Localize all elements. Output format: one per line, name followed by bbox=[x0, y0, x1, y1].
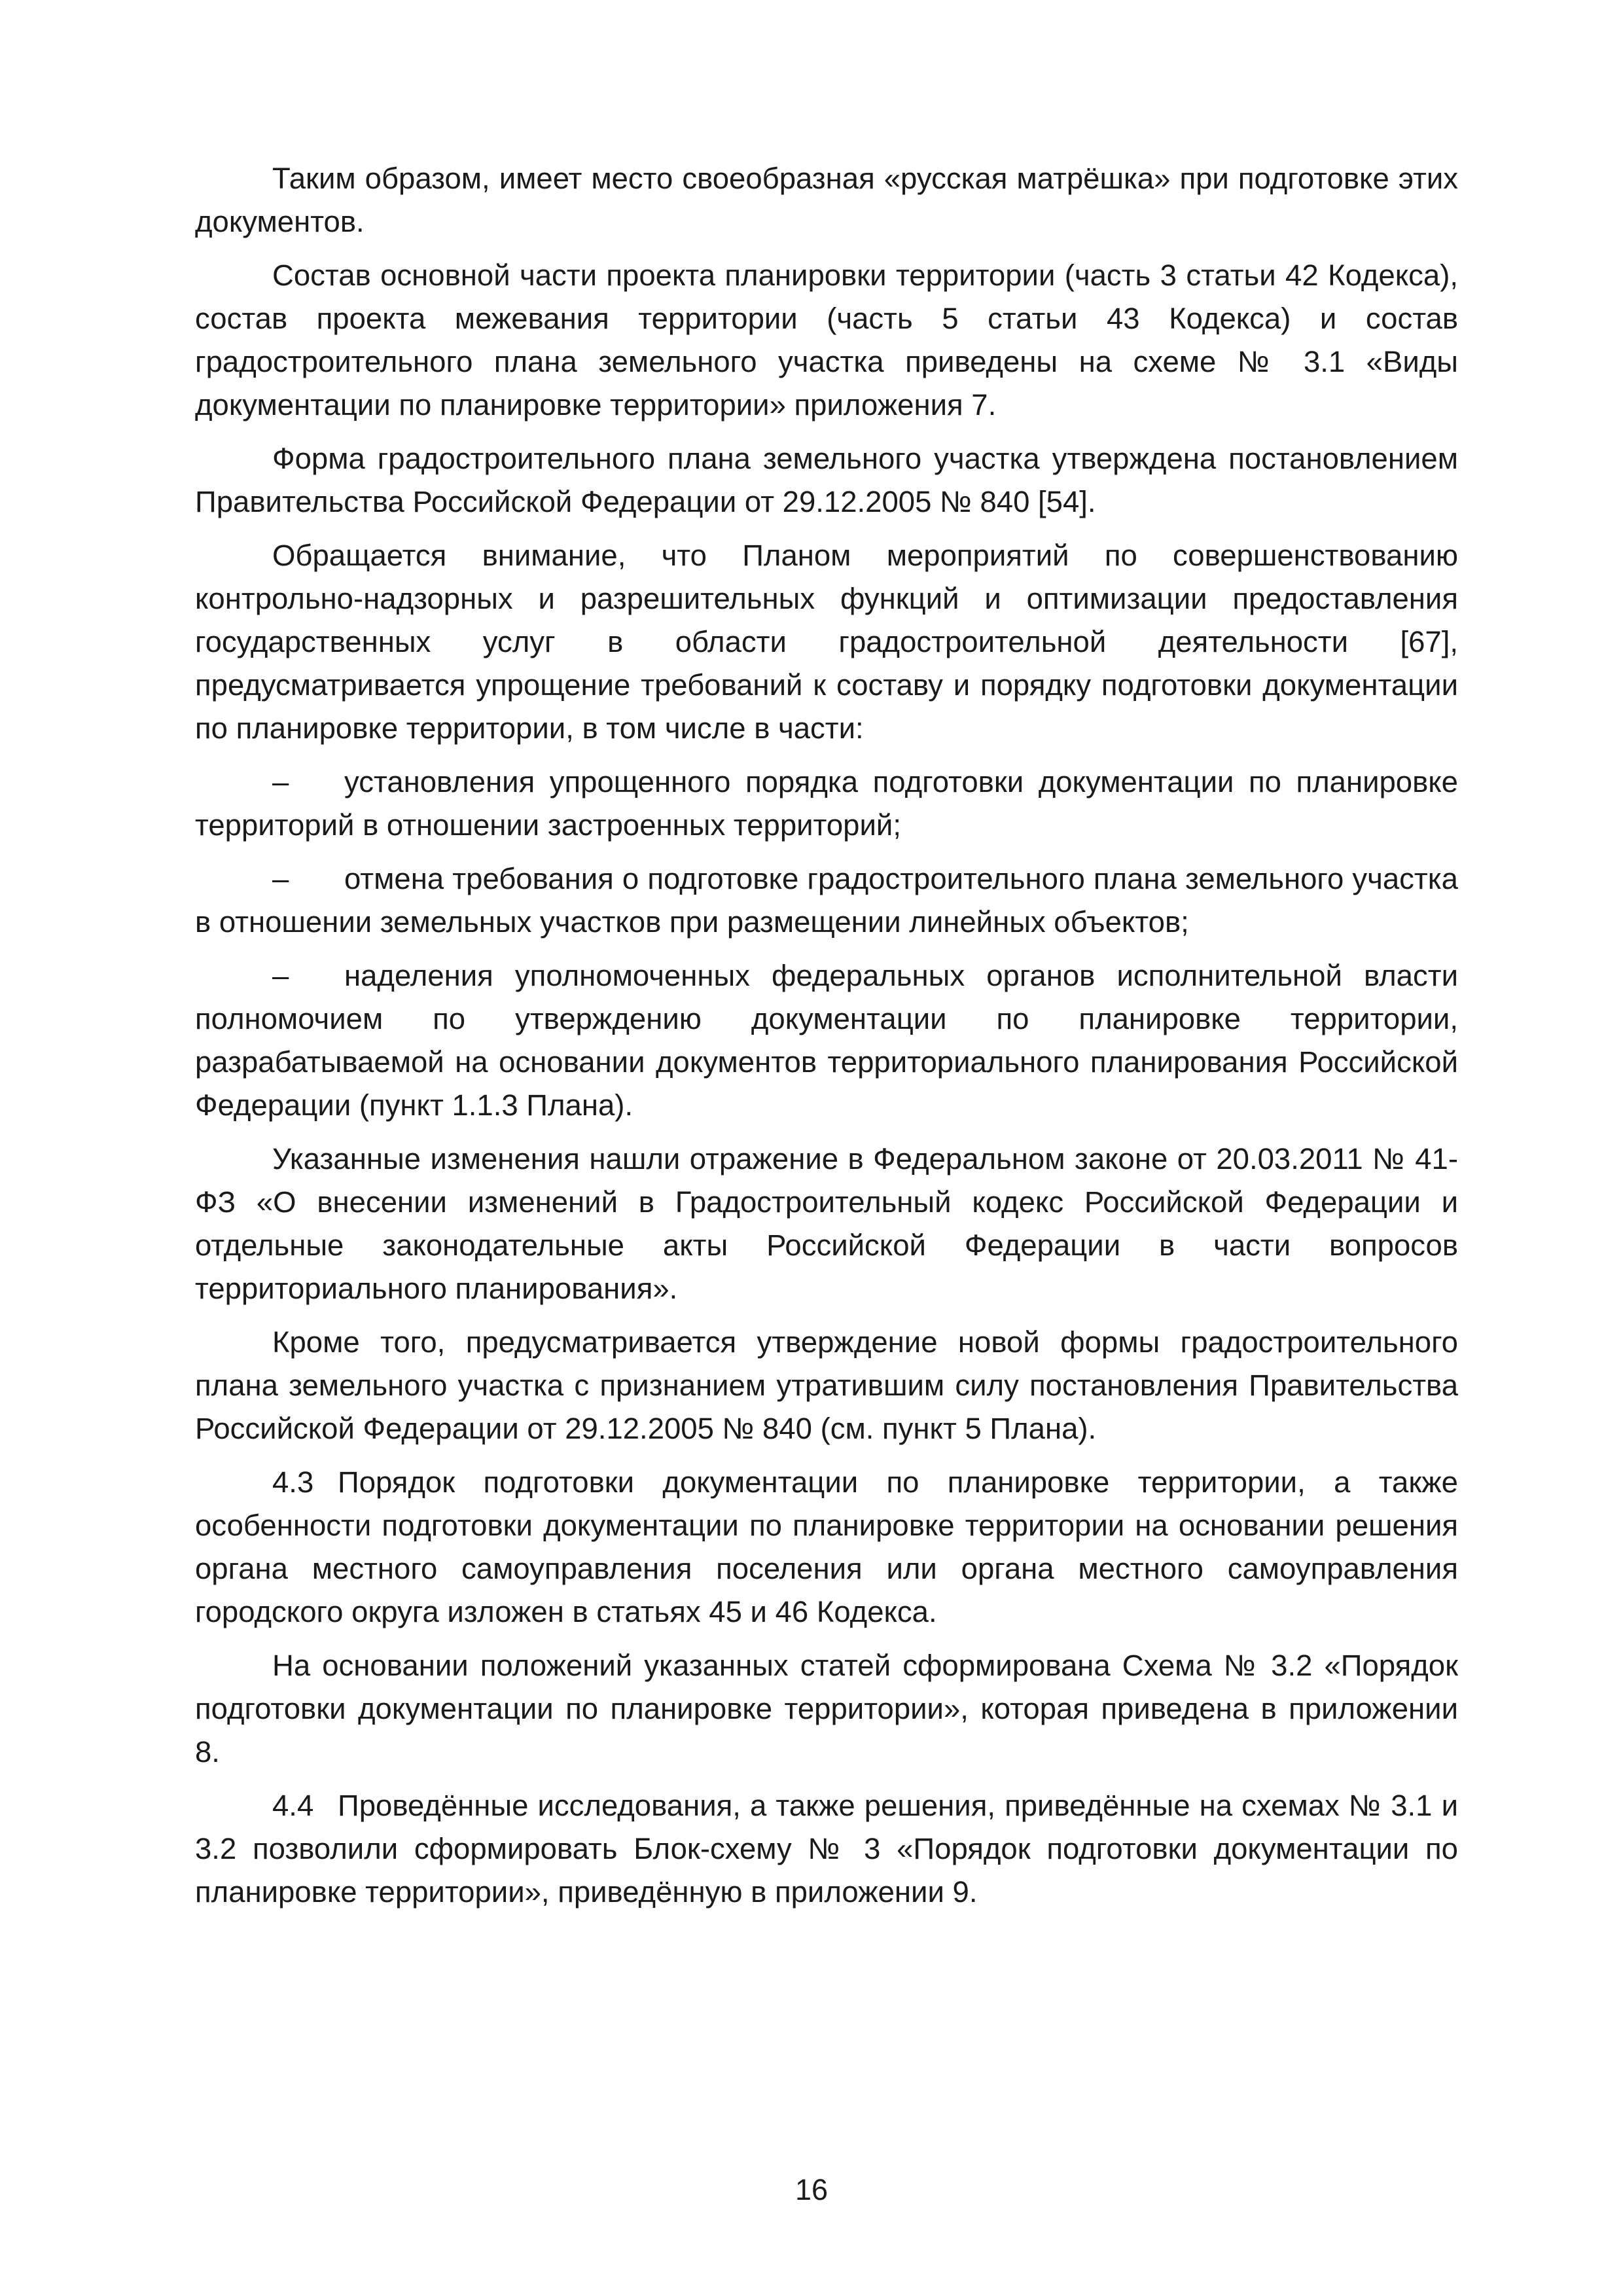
section-4-4 bbox=[195, 1784, 1458, 1914]
section-4-3 bbox=[195, 1461, 1458, 1634]
paragraph-form-approval: Форма градостроительного плана земельного участка утверждена постановлением Правительства Российской Федерации от 29.12.2005 № 840 [54]. bbox=[195, 442, 1458, 518]
paragraph-federal-law: Указанные изменения нашли отражение в Федеральном законе от 20.03.2011 № 41-ФЗ «О внесении изменений в Градостроительный кодекс Российской Федерации и отдельные законодательные акты Российской Федерации в части вопросов территориального планирования». bbox=[195, 1142, 1458, 1305]
bullet-dash: – bbox=[272, 862, 289, 895]
bullet-item bbox=[195, 857, 1458, 944]
section-text: Проведённые исследования, а также решения, приведённые на схемах № 3.1 и 3.2 позволили сформировать Блок-схему № 3 «Порядок подготовки документации по планировке территории», приведённую в приложении 9. bbox=[195, 1789, 1458, 1909]
section-number: 4.4 bbox=[272, 1789, 314, 1822]
section-number: 4.3 bbox=[272, 1465, 314, 1499]
section-text: Порядок подготовки документации по планировке территории, а также особенности подготовки документации по планировке территории на основании решения органа местного самоуправления поселения или органа местного самоуправления городского округа изложен в статьях 45 и 46 Кодекса. bbox=[195, 1465, 1458, 1628]
page-number: 16 bbox=[794, 2173, 829, 2206]
paragraph-scheme-3-2: На основании положений указанных статей сформирована Схема № 3.2 «Порядок подготовки документации по планировке территории», которая приведена в приложении 8. bbox=[195, 1649, 1458, 1768]
paragraph-plan-measures: Обращается внимание, что Планом мероприятий по совершенствованию контрольно-надзорных и разрешительных функций и оптимизации предоставления государственных услуг в области градостроительной деятельности [67], предусматривается упрощение требований к составу и порядку подготовки документации по планировке территории, в том числе в части: bbox=[195, 539, 1458, 745]
paragraph-composition: Состав основной части проекта планировки территории (часть 3 статьи 42 Кодекса), состав проекта межевания территории (часть 5 статьи 43 Кодекса) и состав градостроительного плана земельного участка приведены на схеме № 3.1 «Виды документации по планировке территории» приложения 7. bbox=[195, 259, 1458, 422]
bullet-text: установления упрощенного порядка подготовки документации по планировке территорий в отношении застроенных территорий; bbox=[195, 765, 1458, 842]
bullet-text: отмена требования о подготовке градостроительного плана земельного участка в отношении земельных участков при размещении линейных объектов; bbox=[195, 862, 1458, 939]
paragraph-matryoshka: Таким образом, имеет место своеобразная «русская матрёшка» при подготовке этих документов. bbox=[195, 162, 1458, 238]
bullet-dash: – bbox=[272, 765, 289, 798]
bullet-dash: – bbox=[272, 959, 289, 992]
document-body bbox=[195, 157, 1458, 1924]
paragraph-new-form: Кроме того, предусматривается утверждение новой формы градостроительного плана земельного участка с признанием утратившим силу постановления Правительства Российской Федерации от 29.12.2005 № 840 (см. пункт 5 Плана). bbox=[195, 1325, 1458, 1445]
bullet-item bbox=[195, 954, 1458, 1127]
bullet-text: наделения уполномоченных федеральных органов исполнительной власти полномочием по утверждению документации по планировке территории, разрабатываемой на основании документов территориального планирования Российской Федерации (пункт 1.1.3 Плана). bbox=[195, 959, 1458, 1122]
bullet-item bbox=[195, 761, 1458, 847]
